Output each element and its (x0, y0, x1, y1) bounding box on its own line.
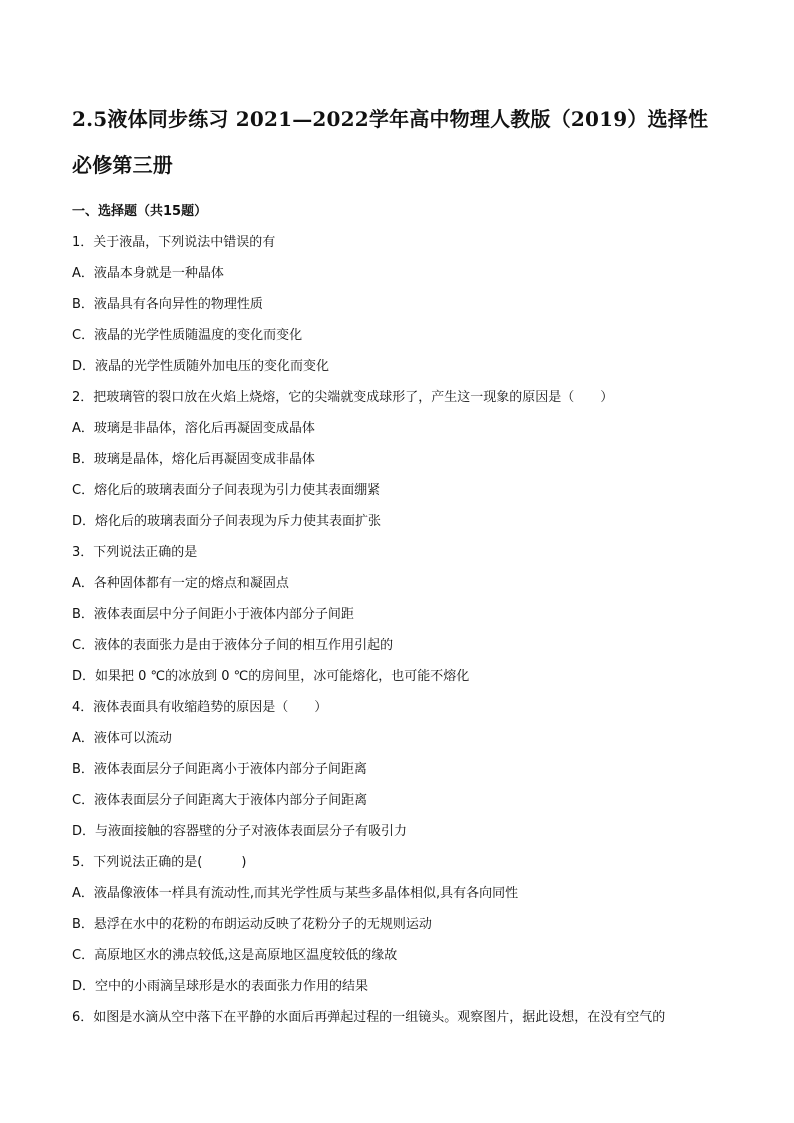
option-letter: D． (72, 979, 96, 994)
document-page (72, 96, 722, 1033)
option-text: 液晶的光学性质随温度的变化而变化 (94, 328, 303, 343)
option-letter: B． (72, 452, 94, 467)
option-d (72, 661, 722, 692)
question-4 (72, 692, 722, 847)
option-a (72, 568, 722, 599)
option-text: 与液面接触的容器壁的分子对液体表面层分子有吸引力 (95, 824, 408, 839)
option-letter: A． (72, 421, 94, 436)
question-text: 液体表面具有收缩趋势的原因是（ ） (93, 700, 328, 715)
question-text: 下列说法正确的是( ) (93, 855, 247, 870)
option-a (72, 258, 722, 289)
option-text: 如果把 0 ℃的冰放到 0 ℃的房间里，冰可能熔化，也可能不熔化 (95, 669, 470, 684)
option-text: 空中的小雨滴呈球形是水的表面张力作用的结果 (95, 979, 369, 994)
option-a (72, 723, 722, 754)
option-letter: C． (72, 948, 95, 963)
document-title: 2.5液体同步练习 2021—2022学年高中物理人教版（2019）选择性必修第三册 (72, 107, 709, 177)
question-number: 4． (72, 700, 94, 715)
option-text: 各种固体都有一定的熔点和凝固点 (93, 576, 289, 591)
question-stem (72, 1002, 722, 1033)
option-letter: A． (72, 576, 94, 591)
option-b (72, 444, 722, 475)
option-text: 液晶像液体一样具有流动性,而其光学性质与某些多晶体相似,具有各向同性 (93, 886, 519, 901)
question-stem (72, 382, 722, 413)
question-3 (72, 537, 722, 692)
option-c (72, 320, 722, 351)
option-text: 玻璃是非晶体，溶化后再凝固变成晶体 (93, 421, 315, 436)
option-letter: C． (72, 328, 95, 343)
option-text: 液晶具有各向异性的物理性质 (93, 297, 263, 312)
option-c (72, 630, 722, 661)
option-text: 液体表面层中分子间距小于液体内部分子间距 (93, 607, 354, 622)
option-letter: A． (72, 886, 94, 901)
option-d (72, 816, 722, 847)
option-letter: C． (72, 483, 95, 498)
question-number: 6． (72, 1010, 94, 1025)
question-stem (72, 692, 722, 723)
option-text: 液晶的光学性质随外加电压的变化而变化 (95, 359, 330, 374)
option-text: 液体表面层分子间距离大于液体内部分子间距离 (94, 793, 368, 808)
question-stem (72, 537, 722, 568)
question-5 (72, 847, 722, 1002)
option-b (72, 754, 722, 785)
question-number: 2． (72, 390, 94, 405)
option-letter: D． (72, 824, 96, 839)
option-b (72, 909, 722, 940)
option-letter: A． (72, 266, 94, 281)
option-a (72, 878, 722, 909)
option-letter: B． (72, 297, 94, 312)
option-d (72, 351, 722, 382)
option-text: 液体表面层分子间距离小于液体内部分子间距离 (93, 762, 367, 777)
option-letter: C． (72, 638, 95, 653)
option-letter: D． (72, 669, 96, 684)
option-letter: A． (72, 731, 94, 746)
option-c (72, 475, 722, 506)
question-1 (72, 227, 722, 382)
option-b (72, 289, 722, 320)
question-text: 如图是水滴从空中落下在平静的水面后再弹起过程的一组镜头。观察图片，据此设想，在没有空气的 (93, 1010, 666, 1025)
option-text: 玻璃是晶体，熔化后再凝固变成非晶体 (93, 452, 315, 467)
option-letter: B． (72, 917, 94, 932)
question-text: 下列说法正确的是 (93, 545, 198, 560)
option-text: 熔化后的玻璃表面分子间表现为斥力使其表面扩张 (95, 514, 382, 529)
option-letter: D． (72, 514, 96, 529)
option-letter: B． (72, 607, 94, 622)
option-text: 液晶本身就是一种晶体 (93, 266, 224, 281)
option-text: 高原地区水的沸点较低,这是高原地区温度较低的缘故 (94, 948, 398, 963)
question-2 (72, 382, 722, 537)
option-c (72, 785, 722, 816)
option-letter: C． (72, 793, 95, 808)
option-d (72, 506, 722, 537)
question-stem (72, 227, 722, 258)
question-number: 5． (72, 855, 94, 870)
option-d (72, 971, 722, 1002)
option-a (72, 413, 722, 444)
option-c (72, 940, 722, 971)
question-stem (72, 847, 722, 878)
question-text: 把玻璃管的裂口放在火焰上烧熔，它的尖端就变成球形了，产生这一现象的原因是（ ） (93, 390, 614, 405)
option-text: 熔化后的玻璃表面分子间表现为引力使其表面绷紧 (94, 483, 381, 498)
option-letter: D． (72, 359, 96, 374)
option-text: 液体可以流动 (93, 731, 172, 746)
option-text: 液体的表面张力是由于液体分子间的相互作用引起的 (94, 638, 394, 653)
question-text: 关于液晶，下列说法中错误的有 (93, 235, 276, 250)
option-text: 悬浮在水中的花粉的布朗运动反映了花粉分子的无规则运动 (93, 917, 432, 932)
option-letter: B． (72, 762, 94, 777)
question-number: 1． (72, 235, 94, 250)
question-6 (72, 1002, 722, 1033)
option-b (72, 599, 722, 630)
question-number: 3． (72, 545, 94, 560)
section-heading: 一、选择题（共15题） (72, 204, 208, 219)
